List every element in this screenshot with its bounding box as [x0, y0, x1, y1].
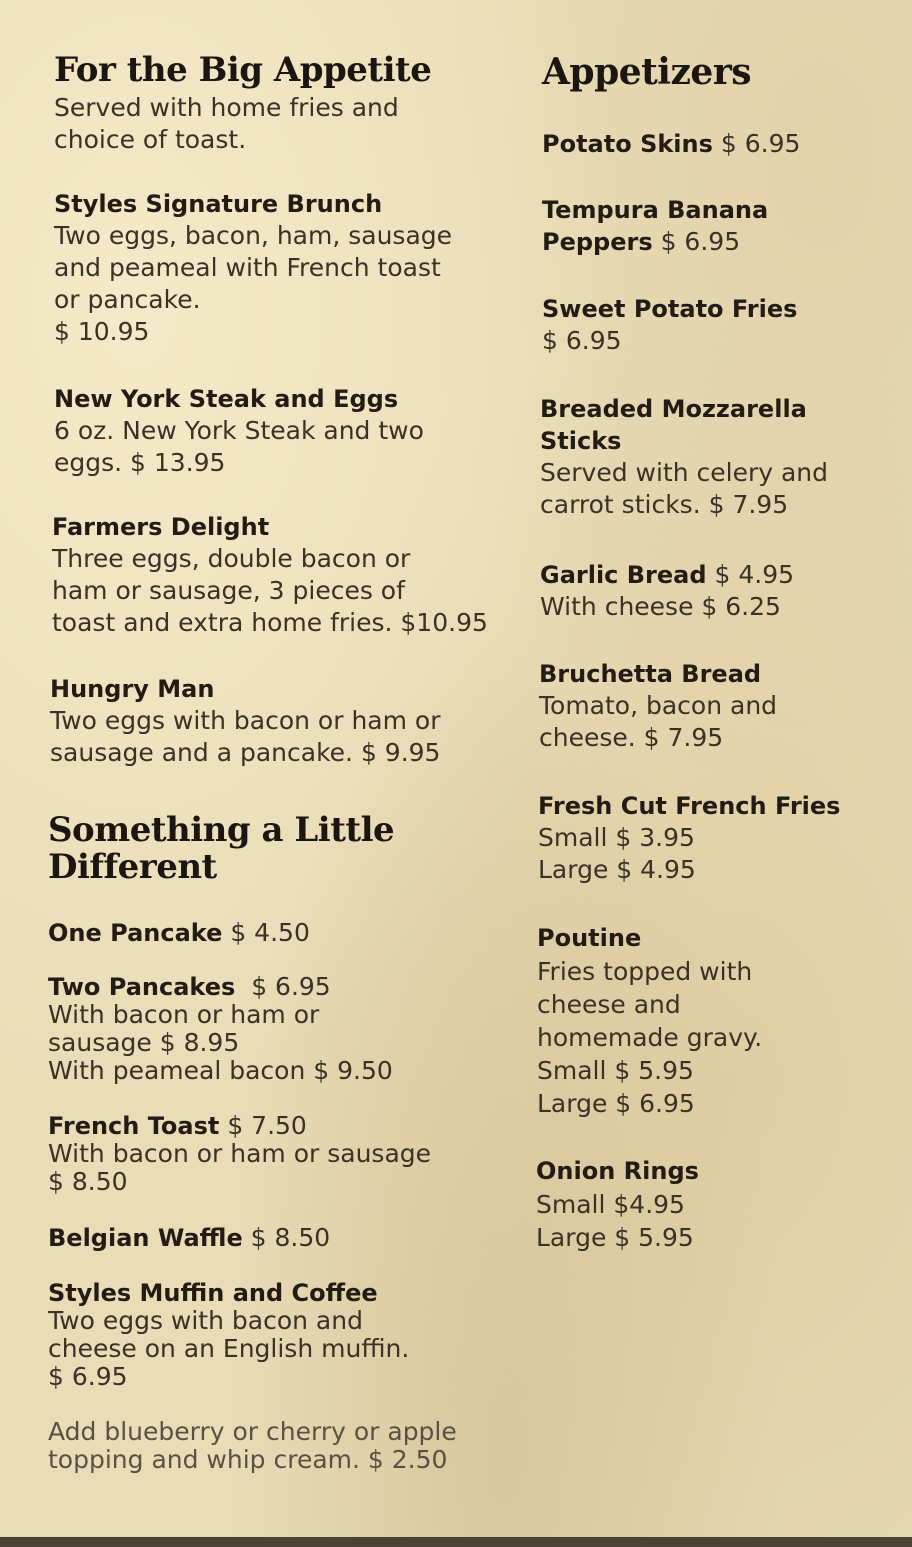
- menu-item-bruchetta-bread: Bruchetta Bread Tomato, bacon and cheese. $ 7.95: [539, 660, 778, 752]
- bottom-edge: [0, 1537, 912, 1547]
- menu-item-mozzarella-sticks: Breaded Mozzarella Sticks Served with celery and carrot sticks. $ 7.95: [540, 395, 829, 519]
- menu-item-french-toast: French Toast $ 7.50 With bacon or ham or sausage $ 8.50: [48, 1111, 432, 1196]
- menu-item-two-pancakes: Two Pancakes $ 6.95 With bacon or ham or sausage $ 8.95 With peameal bacon $ 9.50: [48, 972, 393, 1085]
- menu-item-one-pancake: One Pancake $ 4.50: [48, 918, 310, 947]
- menu-item-sweet-potato-fries: Sweet Potato Fries $ 6.95: [542, 295, 798, 355]
- menu-item-belgian-waffle: Belgian Waffle $ 8.50: [48, 1223, 331, 1252]
- menu-item-signature-brunch: Styles Signature Brunch Two eggs, bacon, ham, sausage and peameal with French toast or pancake. $ 10.95: [54, 190, 453, 346]
- menu-item-poutine: Poutine Fries topped with cheese and homemade gravy. Small $ 5.95 Large $ 6.95: [537, 924, 763, 1118]
- menu-item-potato-skins: Potato Skins $ 6.95: [542, 129, 801, 158]
- topping-note: Add blueberry or cherry or apple topping and whip cream. $ 2.50: [48, 1417, 457, 1474]
- section-subtitle: Served with home fries and choice of toast.: [54, 93, 399, 154]
- menu-item-steak-and-eggs: New York Steak and Eggs 6 oz. New York Steak and two eggs. $ 13.95: [54, 385, 424, 477]
- menu-item-tempura-peppers: Tempura Banana Peppers $ 6.95: [542, 196, 769, 256]
- section-title-appetizers: Appetizers: [542, 51, 752, 93]
- menu-item-french-fries: Fresh Cut French Fries Small $ 3.95 Large $ 4.95: [538, 792, 841, 884]
- menu-item-onion-rings: Onion Rings Small $4.95 Large $ 5.95: [536, 1157, 699, 1252]
- menu-item-garlic-bread: Garlic Bread $ 4.95 With cheese $ 6.25: [540, 560, 795, 621]
- menu-item-farmers-delight: Farmers Delight Three eggs, double bacon or ham or sausage, 3 pieces of toast and extra home fries. $10.95: [52, 513, 488, 637]
- menu-item-hungry-man: Hungry Man Two eggs with bacon or ham or sausage and a pancake. $ 9.95: [50, 675, 441, 767]
- menu-item-muffin-coffee: Styles Muffin and Coffee Two eggs with bacon and cheese on an English muffin. $ 6.95: [48, 1279, 410, 1391]
- section-title-little-different: Something a Little Different: [48, 810, 395, 887]
- section-title-big-appetite: For the Big Appetite: [54, 50, 432, 90]
